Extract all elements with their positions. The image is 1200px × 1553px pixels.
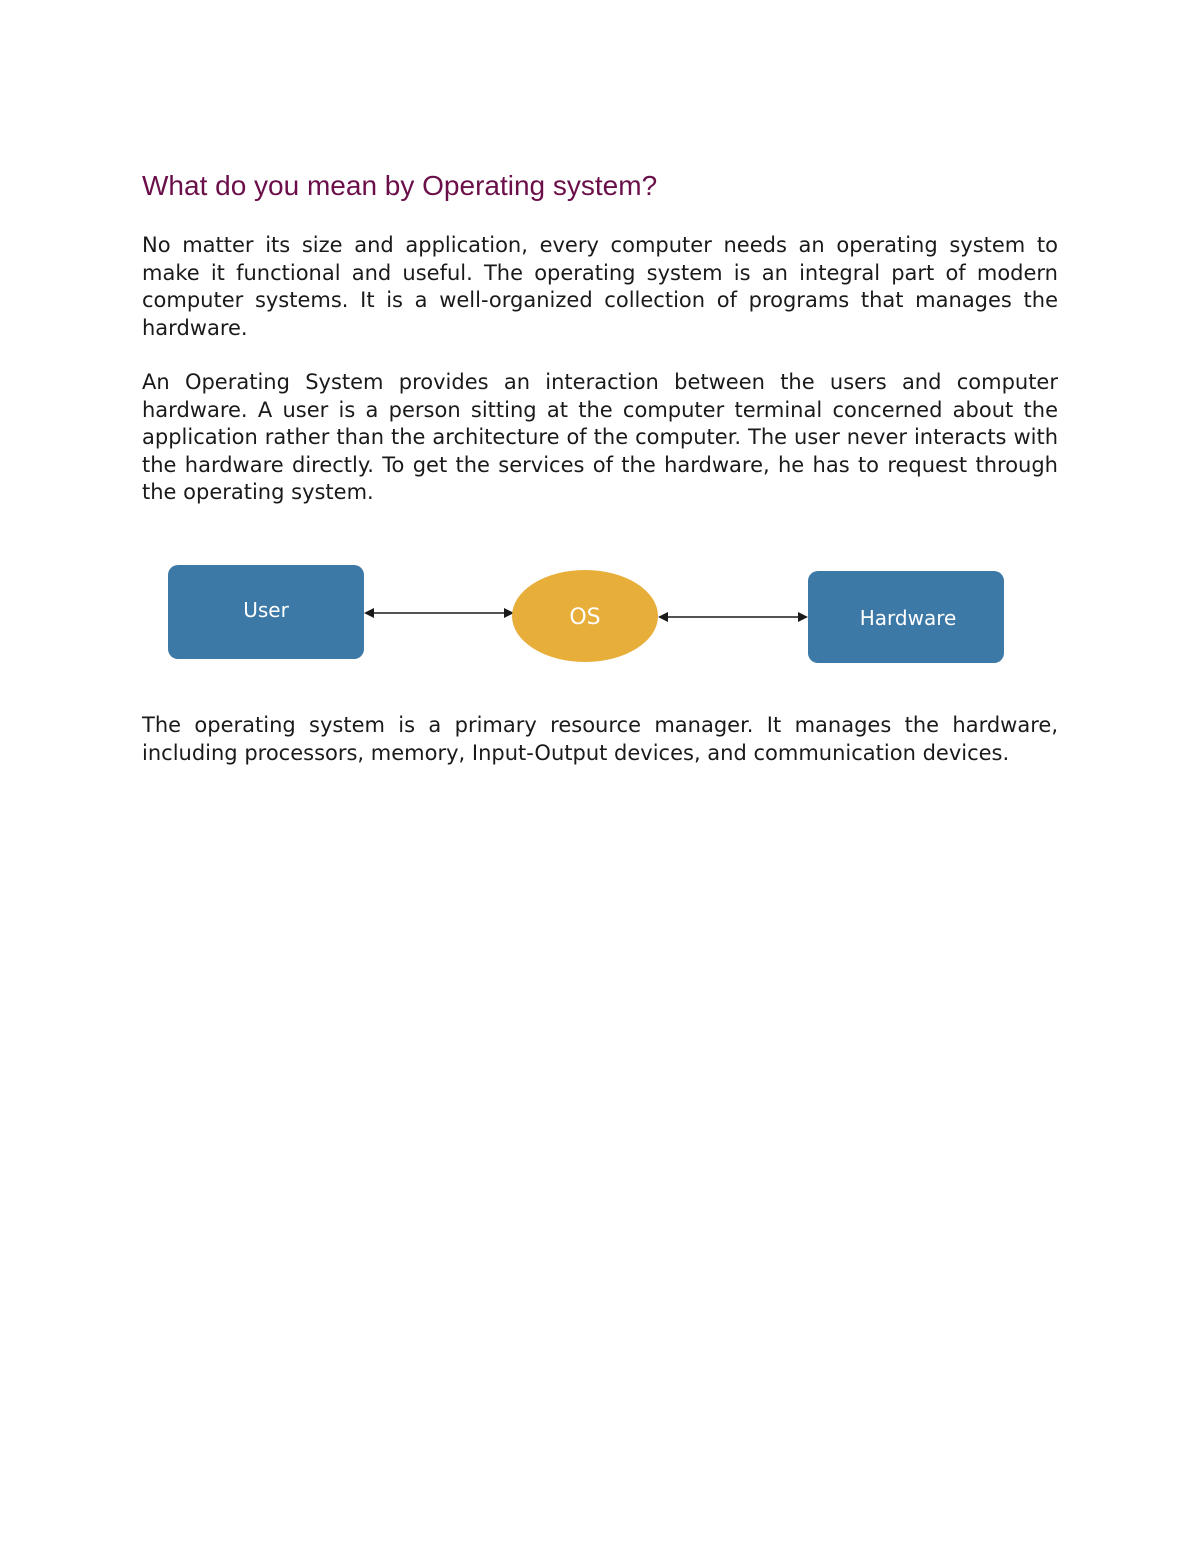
user-label: User <box>243 598 289 622</box>
paragraph-resource-manager: The operating system is a primary resource manager. It manages the hardware, including processors, memory, Input-Output devices, and communication devices. <box>142 713 1058 765</box>
os-label: OS <box>569 605 601 630</box>
user-os-hardware-diagram <box>160 556 1020 676</box>
page-heading: What do you mean by Operating system? <box>142 170 658 201</box>
paragraph-intro: No matter its size and application, every computer needs an operating system to make it functional and useful. The operating system is an integral part of modern computer systems. It is a well-organized collection of programs that manages the hardware. <box>142 233 1058 340</box>
paragraph-interaction: An Operating System provides an interaction between the users and computer hardware. A user is a person sitting at the computer terminal concerned about the application rather than the architecture of the computer. The user never interacts with the hardware directly. To get the services of the hardware, he has to request through the operating system. <box>142 370 1058 504</box>
hardware-label: Hardware <box>859 606 957 630</box>
